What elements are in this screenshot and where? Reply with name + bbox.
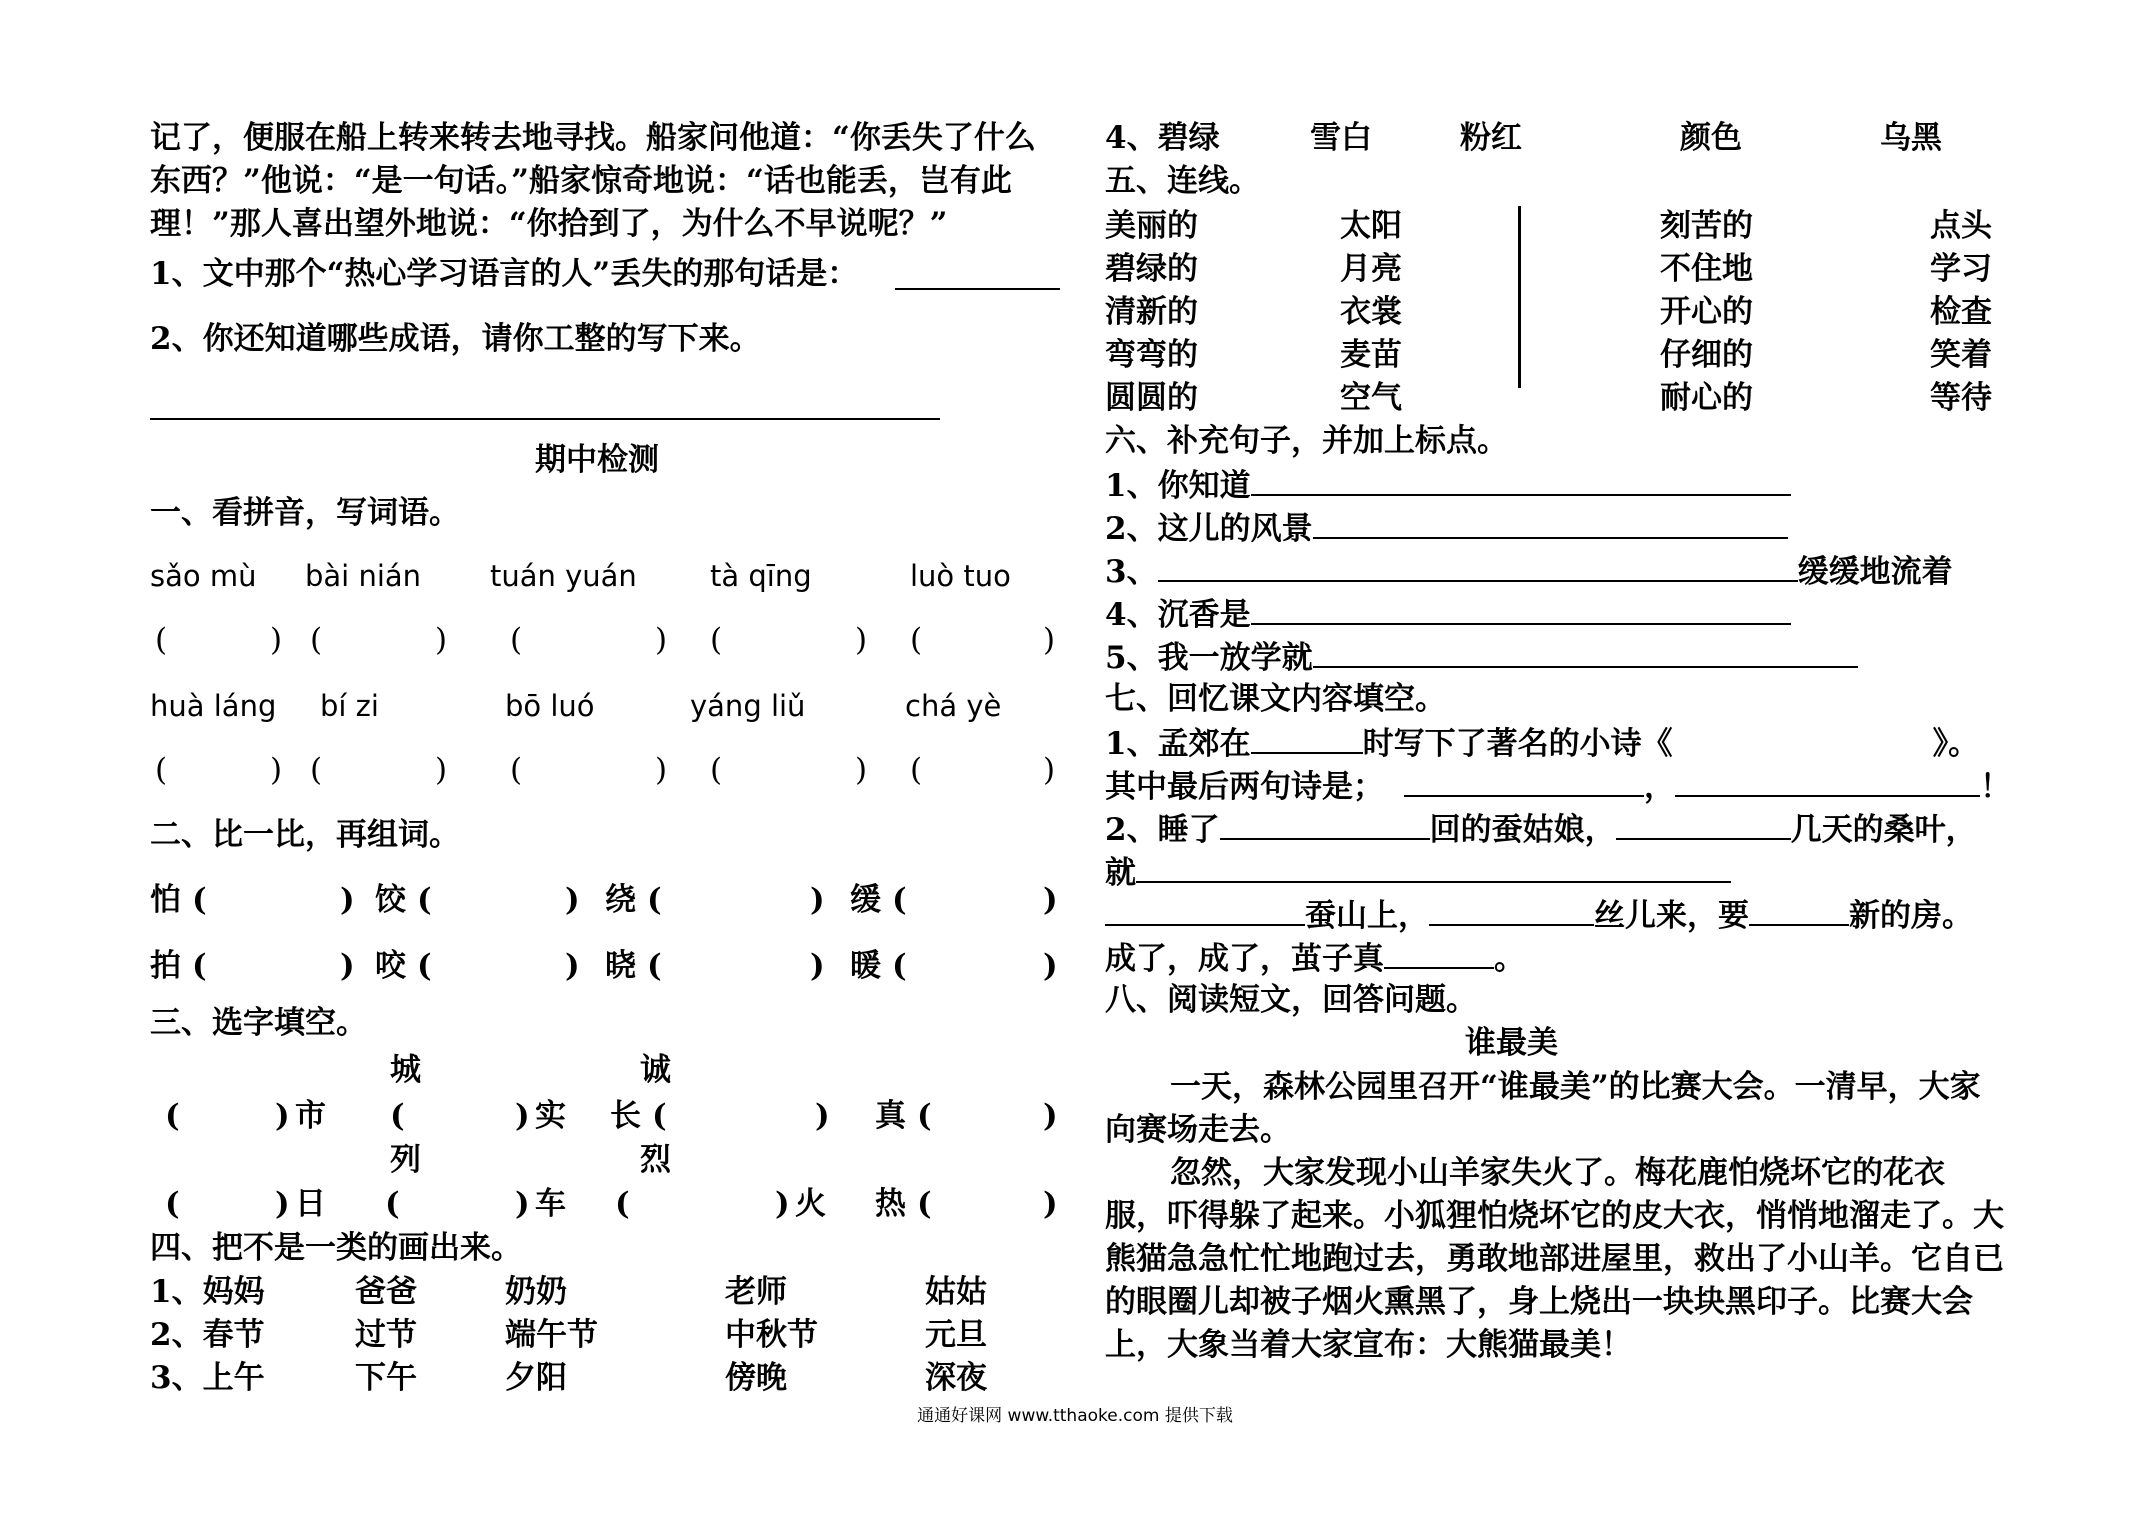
- open-paren: (: [710, 622, 723, 658]
- sentence-2-prompt: 2、这儿的风景: [1105, 511, 1313, 547]
- recall-blank[interactable]: [1220, 808, 1430, 840]
- close-paren: ): [1043, 752, 1056, 788]
- open-paren: (: [910, 752, 923, 788]
- close-paren: ): [515, 1186, 530, 1222]
- open-paren: (: [155, 752, 168, 788]
- match-adverb[interactable]: 不住地: [1660, 251, 1753, 287]
- sentence-1-blank[interactable]: [1251, 464, 1791, 496]
- story-line-3: 理！”那人喜出望外地说：“你拾到了，为什么不早说呢？”: [150, 206, 948, 242]
- choice-char: 烈: [640, 1142, 671, 1178]
- footer-credit: 通通好课网 www.tthaoke.com 提供下载: [917, 1406, 1233, 1426]
- open-paren: (: [892, 882, 907, 918]
- sentence-5: [1105, 636, 1858, 678]
- recall-blank[interactable]: [1404, 765, 1644, 797]
- sentence-3-blank[interactable]: [1158, 550, 1798, 582]
- close-paren: ): [270, 622, 283, 658]
- odd-word[interactable]: 粉红: [1460, 120, 1522, 156]
- close-paren: ): [340, 948, 355, 984]
- sentence-1: [1105, 464, 1791, 506]
- recall-text: 》。: [1932, 726, 1980, 762]
- close-paren: ): [1043, 1098, 1058, 1134]
- match-adjective[interactable]: 圆圆的: [1105, 380, 1198, 416]
- pinyin-word: bō luó: [505, 689, 595, 723]
- pinyin-word: bí zi: [320, 689, 379, 723]
- open-paren: (: [910, 622, 923, 658]
- odd-word[interactable]: 姑姑: [925, 1274, 987, 1310]
- compare-char: 饺: [375, 882, 406, 918]
- match-verb[interactable]: 检查: [1930, 294, 1992, 330]
- question-1-answer-line[interactable]: [895, 288, 1060, 290]
- match-noun[interactable]: 太阳: [1340, 208, 1402, 244]
- sentence-2-blank[interactable]: [1313, 507, 1788, 539]
- sentence-3-suffix: 缓缓地流着: [1797, 554, 1953, 590]
- open-paren: (: [615, 1186, 630, 1222]
- recall-text: 蚕山上，: [1305, 898, 1429, 934]
- close-paren: ): [270, 752, 283, 788]
- odd-word[interactable]: 老师: [725, 1274, 787, 1310]
- open-paren: (: [310, 752, 323, 788]
- match-adjective[interactable]: 清新的: [1105, 294, 1198, 330]
- match-adjective[interactable]: 美丽的: [1105, 208, 1198, 244]
- odd-word[interactable]: 下午: [355, 1360, 417, 1396]
- section-7-title: 七、回忆课文内容填空。: [1105, 681, 1446, 717]
- reading-paragraph-1: 一天，森林公园里召开“谁最美”的比赛大会。一清早，大家向赛场走去。: [1105, 1069, 1981, 1148]
- open-paren: (: [310, 622, 323, 658]
- fill-char: 热: [875, 1186, 906, 1222]
- sentence-4-blank[interactable]: [1251, 593, 1791, 625]
- close-paren: ): [810, 882, 825, 918]
- open-paren: (: [385, 1186, 400, 1222]
- recall-blank[interactable]: [1251, 722, 1363, 754]
- match-noun[interactable]: 麦苗: [1340, 337, 1402, 373]
- close-paren: ): [1043, 622, 1056, 658]
- open-paren: (: [892, 948, 907, 984]
- close-paren: ): [855, 752, 868, 788]
- match-adverb[interactable]: 开心的: [1660, 294, 1753, 330]
- sentence-4-prompt: 4、沉香是: [1105, 597, 1251, 633]
- pinyin-word: tuán yuán: [490, 559, 637, 593]
- section-1-title: 一、看拼音，写词语。: [150, 495, 460, 531]
- sentence-5-blank[interactable]: [1313, 636, 1858, 668]
- recall-line-5: [1105, 894, 1973, 936]
- recall-blank[interactable]: [1384, 937, 1494, 969]
- sentence-3: [1105, 550, 1953, 592]
- reading-paragraph-2: 忽然，大家发现小山羊家失火了。梅花鹿怕烧坏它的花衣服，吓得躲了起来。小狐狸怕烧坏它的皮大衣，悄悄地溜走了。大熊猫急急忙忙地跑过去，勇敢地部进屋里，救出了小山羊。它自已的眼圈儿却被子烟火熏黑了，身上烧出一块块黑印子。比赛大会上，大象当着大家宣布：大熊猫最美！: [1105, 1155, 2004, 1363]
- compare-char: 咬: [375, 948, 406, 984]
- question-2-answer-line[interactable]: [150, 418, 940, 420]
- story-line-1: 记了，便服在船上转来转去地寻找。船家问他道：“你丢失了什么: [150, 120, 1036, 156]
- fill-char: 车: [535, 1186, 566, 1222]
- odd-word[interactable]: 中秋节: [725, 1317, 818, 1353]
- recall-text: ，: [1644, 769, 1675, 805]
- odd-word[interactable]: 颜色: [1680, 120, 1742, 156]
- close-paren: ): [655, 752, 668, 788]
- close-paren: ): [435, 752, 448, 788]
- open-paren: (: [917, 1186, 932, 1222]
- open-paren: (: [510, 752, 523, 788]
- section-3-title: 三、选字填空。: [150, 1005, 367, 1041]
- match-adjective[interactable]: 弯弯的: [1105, 337, 1198, 373]
- odd-word[interactable]: 乌黑: [1880, 120, 1942, 156]
- section-2-title: 二、比一比，再组词。: [150, 817, 460, 853]
- recall-blank[interactable]: [1675, 765, 1980, 797]
- recall-line-1: [1105, 722, 1979, 764]
- open-paren: (: [417, 948, 432, 984]
- odd-word[interactable]: 爸爸: [355, 1274, 417, 1310]
- close-paren: ): [775, 1186, 790, 1222]
- story-line-2: 东西？”他说：“是一句话。”船家惊奇地说：“话也能丢，岂有此: [150, 163, 1012, 199]
- close-paren: ): [655, 622, 668, 658]
- recall-blank[interactable]: [1429, 894, 1594, 926]
- close-paren: ): [340, 882, 355, 918]
- open-paren: (: [510, 622, 523, 658]
- sentence-5-prompt: 5、我一放学就: [1105, 640, 1313, 676]
- open-paren: (: [165, 1098, 180, 1134]
- fill-char: 真: [875, 1098, 906, 1134]
- close-paren: ): [815, 1098, 830, 1134]
- close-paren: ): [515, 1098, 530, 1134]
- match-adjective[interactable]: 碧绿的: [1105, 251, 1198, 287]
- recall-text: 几天的桑叶，: [1790, 812, 1977, 848]
- sentence-2: [1105, 507, 1788, 549]
- close-paren: ): [565, 882, 580, 918]
- match-noun[interactable]: 空气: [1340, 380, 1402, 416]
- exam-title: 期中检测: [535, 442, 659, 478]
- match-noun[interactable]: 衣裳: [1340, 294, 1402, 330]
- odd-word[interactable]: 奶奶: [505, 1274, 567, 1310]
- match-verb[interactable]: 点头: [1930, 208, 1992, 244]
- fill-char: 火: [795, 1186, 826, 1222]
- recall-line-4: [1105, 851, 1731, 893]
- fill-char: 日: [295, 1186, 326, 1222]
- pinyin-word: tà qīng: [710, 559, 812, 593]
- close-paren: ): [275, 1098, 290, 1134]
- recall-blank[interactable]: [1616, 808, 1791, 840]
- odd-word[interactable]: 雪白: [1310, 120, 1372, 156]
- close-paren: ): [1043, 882, 1058, 918]
- open-paren: (: [390, 1098, 405, 1134]
- pinyin-word: chá yè: [905, 689, 1002, 723]
- open-paren: (: [192, 948, 207, 984]
- odd-word[interactable]: 2、春节: [150, 1317, 265, 1353]
- section-6-title: 六、补充句子，并加上标点。: [1105, 423, 1508, 459]
- recall-line-2: [1105, 765, 2011, 807]
- match-adverb[interactable]: 耐心的: [1660, 380, 1753, 416]
- fill-char: 长: [610, 1098, 641, 1134]
- close-paren: ): [565, 948, 580, 984]
- odd-word[interactable]: 3、上午: [150, 1360, 265, 1396]
- recall-text: 其中最后两句诗是；: [1105, 769, 1384, 805]
- match-adverb[interactable]: 仔细的: [1660, 337, 1753, 373]
- close-paren: ): [1043, 1186, 1058, 1222]
- odd-word[interactable]: 傍晚: [725, 1360, 787, 1396]
- compare-char: 绕: [605, 882, 636, 918]
- match-divider: [1518, 206, 1521, 388]
- fill-char: 实: [535, 1098, 566, 1134]
- recall-line-3: [1105, 808, 1977, 850]
- close-paren: ): [855, 622, 868, 658]
- recall-text: 2、睡了: [1105, 812, 1220, 848]
- question-1-text: 1、文中那个“热心学习语言的人”丢失的那句话是：: [150, 256, 859, 292]
- section-5-title: 五、连线。: [1105, 163, 1260, 199]
- recall-text: 1、孟郊在: [1105, 726, 1251, 762]
- odd-word[interactable]: 端午节: [505, 1317, 598, 1353]
- close-paren: ): [275, 1186, 290, 1222]
- match-adverb[interactable]: 刻苦的: [1660, 208, 1753, 244]
- open-paren: (: [165, 1186, 180, 1222]
- compare-char: 暖: [850, 948, 881, 984]
- close-paren: ): [435, 622, 448, 658]
- recall-text: 就: [1105, 855, 1136, 891]
- compare-char: 拍: [150, 948, 181, 984]
- section-4-title: 四、把不是一类的画出来。: [150, 1230, 522, 1266]
- recall-text: 回的蚕姑娘，: [1429, 812, 1616, 848]
- open-paren: (: [647, 948, 662, 984]
- recall-text: 。: [1494, 941, 1525, 977]
- pinyin-word: yáng liǔ: [690, 689, 806, 723]
- odd-word[interactable]: 深夜: [925, 1360, 987, 1396]
- close-paren: ): [1043, 948, 1058, 984]
- open-paren: (: [417, 882, 432, 918]
- open-paren: (: [647, 882, 662, 918]
- odd-word[interactable]: 4、碧绿: [1105, 120, 1220, 156]
- fill-char: 市: [295, 1098, 326, 1134]
- question-1: [150, 254, 858, 294]
- odd-word[interactable]: 1、妈妈: [150, 1274, 265, 1310]
- sentence-4: [1105, 593, 1791, 635]
- match-verb[interactable]: 等待: [1930, 380, 1992, 416]
- match-noun[interactable]: 月亮: [1340, 251, 1402, 287]
- open-paren: (: [917, 1098, 932, 1134]
- pinyin-word: huà láng: [150, 689, 277, 723]
- open-paren: (: [652, 1098, 667, 1134]
- question-2: 2、你还知道哪些成语，请你工整的写下来。: [150, 321, 761, 357]
- section-8-title: 八、阅读短文，回答问题。: [1105, 982, 1477, 1018]
- choice-char: 城: [390, 1052, 421, 1088]
- pinyin-word: bài nián: [305, 559, 422, 593]
- recall-blank[interactable]: [1105, 894, 1305, 926]
- compare-char: 晓: [605, 948, 636, 984]
- recall-text: 新的房。: [1849, 898, 1973, 934]
- odd-word[interactable]: 元旦: [925, 1317, 987, 1353]
- recall-line-6: [1105, 937, 1525, 979]
- compare-char: 缓: [850, 882, 881, 918]
- match-verb[interactable]: 学习: [1930, 251, 1992, 287]
- match-verb[interactable]: 笑着: [1930, 337, 1992, 373]
- compare-char: 怕: [150, 882, 181, 918]
- reading-title: 谁最美: [1465, 1025, 1558, 1061]
- open-paren: (: [710, 752, 723, 788]
- choice-char: 列: [390, 1142, 421, 1178]
- close-paren: ): [810, 948, 825, 984]
- recall-blank[interactable]: [1749, 894, 1849, 926]
- sentence-3-prefix: 3、: [1105, 554, 1158, 590]
- recall-text: ！: [1980, 769, 2011, 805]
- choice-char: 诚: [640, 1052, 671, 1088]
- pinyin-word: sǎo mù: [150, 559, 257, 593]
- open-paren: (: [155, 622, 168, 658]
- pinyin-word: luò tuo: [910, 559, 1011, 593]
- sentence-1-prompt: 1、你知道: [1105, 468, 1251, 504]
- odd-word[interactable]: 夕阳: [505, 1360, 567, 1396]
- odd-word[interactable]: 过节: [355, 1317, 417, 1353]
- recall-text: 成了，成了，茧子真: [1105, 941, 1384, 977]
- recall-text: 时写下了著名的小诗《: [1362, 726, 1673, 762]
- recall-text: 丝儿来，要: [1594, 898, 1749, 934]
- recall-blank[interactable]: [1136, 851, 1731, 883]
- open-paren: (: [192, 882, 207, 918]
